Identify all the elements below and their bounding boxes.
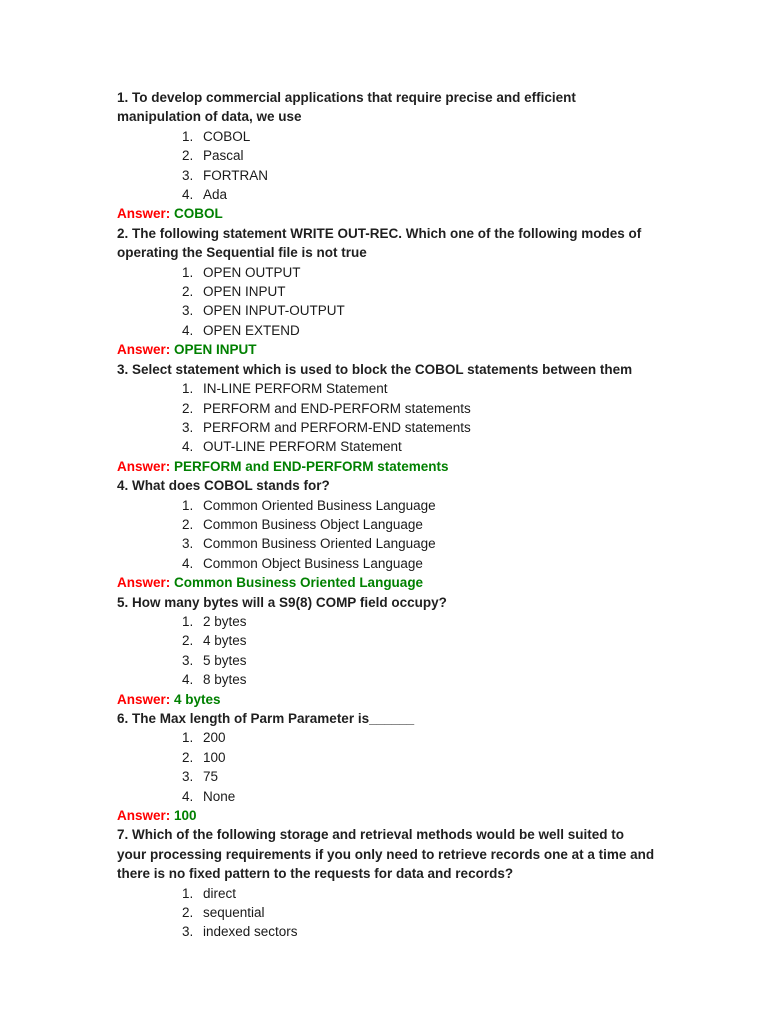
option-item: [182, 263, 657, 282]
option-item: [182, 884, 657, 903]
option-text: 5 bytes: [203, 652, 247, 668]
options-list: [117, 263, 657, 341]
question-text: 6. The Max length of Parm Parameter is______: [117, 711, 415, 726]
answer-value: 100: [174, 808, 197, 824]
answer-label: Answer:: [117, 458, 171, 474]
answer-value: 4 bytes: [174, 691, 221, 707]
option-item: [182, 127, 657, 146]
option-text: OPEN EXTEND: [203, 322, 300, 338]
option-number: 2.: [182, 400, 194, 416]
option-number: 1.: [182, 264, 194, 280]
question-text: 7. Which of the following storage and retrieval methods would be well suited to your processing requirements if you only need to retrieve records one at a time and there is no fixed pattern to the requests for data and records?: [117, 827, 655, 882]
option-text: OPEN INPUT: [203, 284, 286, 300]
option-number: 3.: [182, 652, 194, 668]
answer-value: PERFORM and END-PERFORM statements: [174, 458, 449, 474]
option-item: [182, 670, 657, 689]
answer-value: COBOL: [174, 206, 223, 222]
option-text: Ada: [203, 187, 228, 203]
option-number: 4.: [182, 439, 194, 455]
question-block: [117, 709, 657, 825]
option-item: [182, 399, 657, 418]
option-number: 4.: [182, 788, 194, 804]
option-number: 1.: [182, 613, 194, 629]
option-item: [182, 321, 657, 340]
option-number: 4.: [182, 672, 194, 688]
option-number: 3.: [182, 167, 194, 183]
option-number: 1.: [182, 497, 194, 513]
option-item: [182, 437, 657, 456]
answer-line: [117, 806, 657, 825]
options-list: [117, 379, 657, 457]
option-item: [182, 651, 657, 670]
answer-label: Answer:: [117, 342, 171, 358]
option-text: OPEN INPUT-OUTPUT: [203, 303, 345, 319]
option-text: Common Object Business Language: [203, 555, 423, 571]
option-text: Common Oriented Business Language: [203, 497, 436, 513]
question-text: 2. The following statement WRITE OUT-REC. Which one of the following modes of operating the Sequential file is not true: [117, 225, 642, 261]
option-item: [182, 554, 657, 573]
option-text: Pascal: [203, 148, 244, 164]
option-item: [182, 301, 657, 320]
option-text: Common Business Object Language: [203, 516, 423, 532]
option-text: Common Business Oriented Language: [203, 536, 436, 552]
option-item: [182, 515, 657, 534]
option-item: [182, 282, 657, 301]
answer-value: Common Business Oriented Language: [174, 575, 424, 591]
answer-line: [117, 573, 657, 592]
option-number: 2.: [182, 516, 194, 532]
option-number: 4.: [182, 187, 194, 203]
answer-label: Answer:: [117, 575, 171, 591]
option-text: OPEN OUTPUT: [203, 264, 301, 280]
options-list: [117, 496, 657, 574]
question-text: 1. To develop commercial applications that require precise and efficient manipulation of data, we use: [117, 90, 576, 125]
option-item: [182, 379, 657, 398]
option-text: OUT-LINE PERFORM Statement: [203, 439, 402, 455]
question-block: [117, 224, 657, 360]
option-number: 1.: [182, 128, 194, 144]
option-number: 4.: [182, 322, 194, 338]
option-item: [182, 612, 657, 631]
option-item: [182, 922, 657, 941]
option-text: 75: [203, 769, 219, 785]
option-item: [182, 166, 657, 185]
question-block: [117, 476, 657, 592]
option-number: 3.: [182, 924, 194, 940]
option-item: [182, 748, 657, 767]
option-number: 2.: [182, 633, 194, 649]
option-text: sequential: [203, 905, 265, 921]
option-item: [182, 185, 657, 204]
option-text: COBOL: [203, 128, 251, 144]
option-number: 1.: [182, 730, 194, 746]
answer-line: [117, 340, 657, 359]
answer-line: [117, 204, 657, 223]
options-list: [117, 612, 657, 690]
option-item: [182, 787, 657, 806]
option-number: 3.: [182, 303, 194, 319]
answer-label: Answer:: [117, 691, 171, 707]
option-text: FORTRAN: [203, 167, 269, 183]
option-number: 3.: [182, 536, 194, 552]
option-number: 4.: [182, 555, 194, 571]
option-text: 200: [203, 730, 226, 746]
question-block: [117, 88, 657, 224]
option-text: None: [203, 788, 236, 804]
option-text: IN-LINE PERFORM Statement: [203, 381, 388, 397]
option-item: [182, 146, 657, 165]
question-block: [117, 360, 657, 476]
question-block: [117, 825, 657, 941]
option-number: 3.: [182, 419, 194, 435]
question-block: [117, 593, 657, 709]
answer-label: Answer:: [117, 206, 171, 222]
question-text: 4. What does COBOL stands for?: [117, 478, 330, 494]
options-list: [117, 127, 657, 205]
option-item: [182, 534, 657, 553]
option-text: PERFORM and END-PERFORM statements: [203, 400, 471, 416]
option-number: 2.: [182, 284, 194, 300]
option-item: [182, 728, 657, 747]
answer-label: Answer:: [117, 808, 171, 824]
option-number: 3.: [182, 769, 194, 785]
options-list: [117, 884, 657, 942]
option-item: [182, 496, 657, 515]
answer-line: [117, 690, 657, 709]
option-number: 1.: [182, 381, 194, 397]
option-text: indexed sectors: [203, 924, 298, 940]
option-number: 2.: [182, 749, 194, 765]
option-text: direct: [203, 885, 237, 901]
question-text: 3. Select statement which is used to block the COBOL statements between them: [117, 361, 633, 377]
option-item: [182, 767, 657, 786]
option-text: PERFORM and PERFORM-END statements: [203, 419, 471, 435]
answer-line: [117, 457, 657, 476]
option-item: [182, 418, 657, 437]
option-item: [182, 903, 657, 922]
option-item: [182, 631, 657, 650]
option-number: 2.: [182, 148, 194, 164]
option-text: 8 bytes: [203, 672, 247, 688]
question-text: 5. How many bytes will a S9(8) COMP field occupy?: [117, 594, 447, 610]
option-number: 1.: [182, 885, 194, 901]
option-text: 4 bytes: [203, 633, 247, 649]
quiz-document: [117, 88, 657, 942]
options-list: [117, 728, 657, 806]
option-number: 2.: [182, 905, 194, 921]
answer-value: OPEN INPUT: [174, 342, 257, 358]
option-text: 2 bytes: [203, 613, 247, 629]
option-text: 100: [203, 749, 226, 765]
